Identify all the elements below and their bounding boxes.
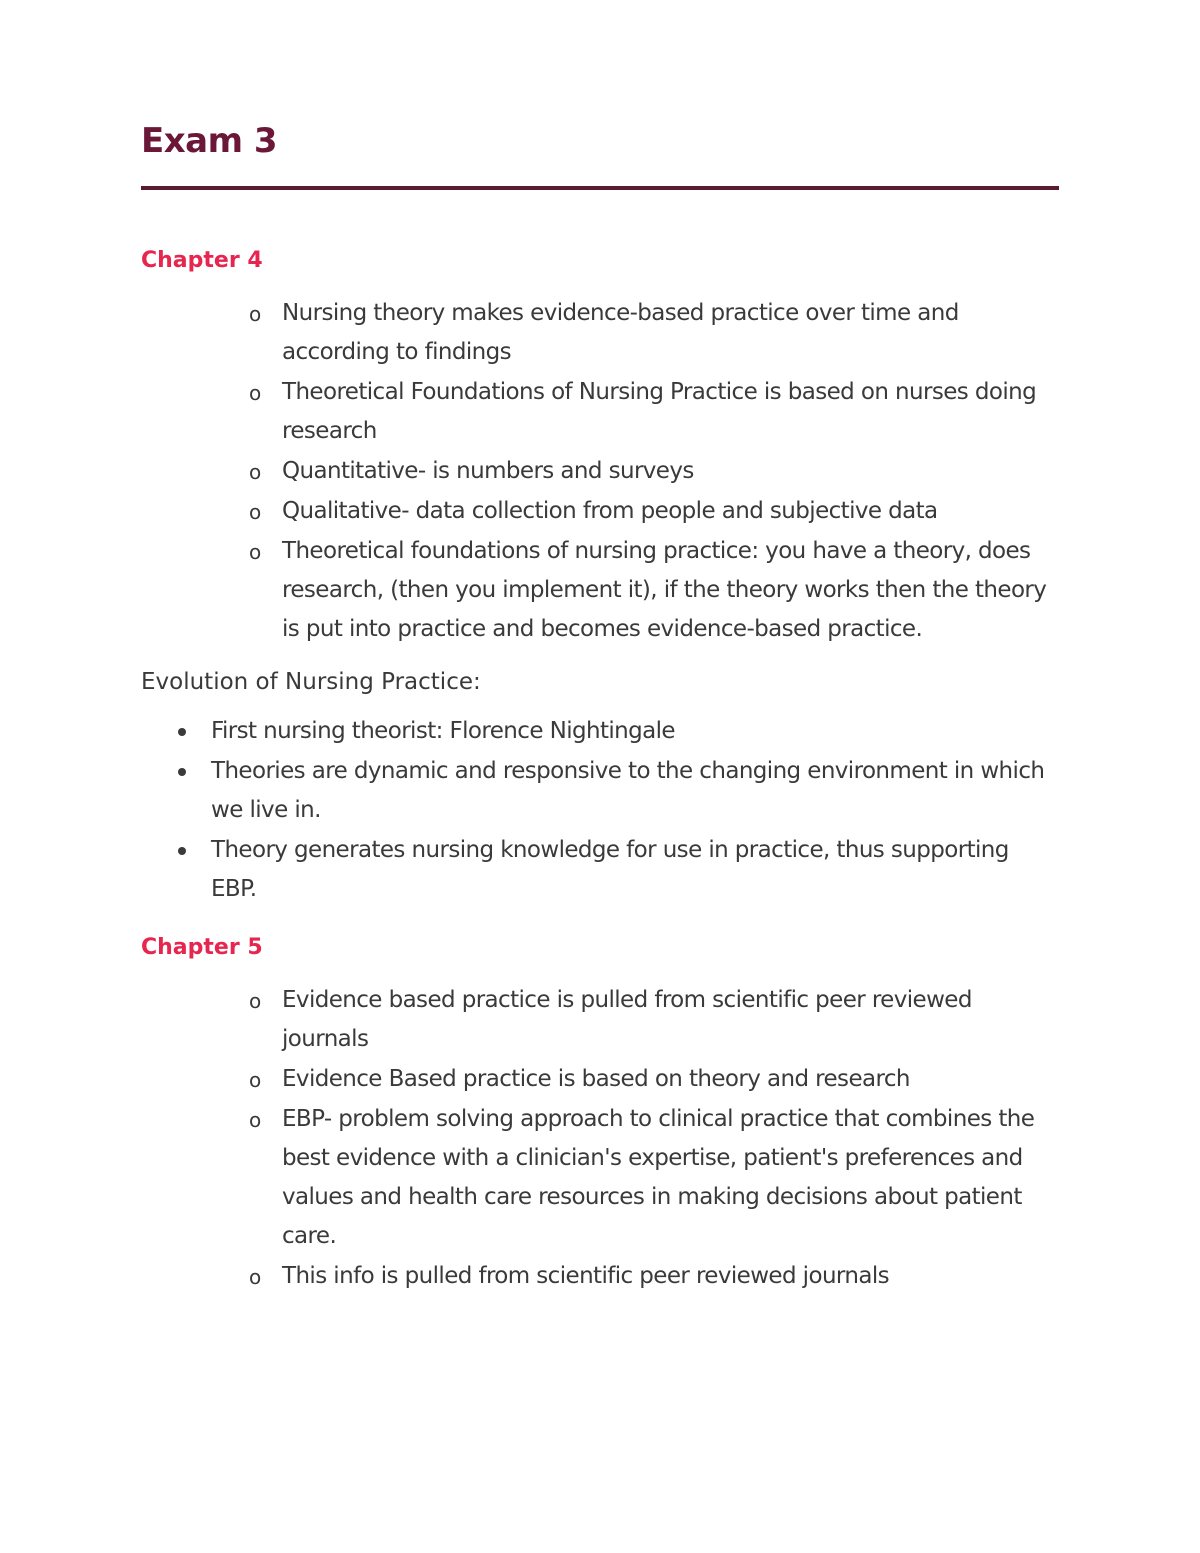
document-page [141,118,1059,1297]
list-item: o This info is pulled from scientific peer reviewed journals [141,1257,1059,1296]
evolution-heading: Evolution of Nursing Practice: [141,669,481,695]
title-divider [141,186,1059,190]
list-item: o Theoretical foundations of nursing practice: you have a theory, does research, (then you implement it), if the theory works then the theory is put into practice and becomes evidence-based practice. [141,532,1059,649]
list-item: First nursing theorist: Florence Nightingale [141,712,1059,751]
list-item: o Nursing theory makes evidence-based practice over time and according to findings [141,294,1059,372]
evolution-list [141,712,1059,909]
o-bullet-icon: o [249,1068,262,1092]
list-item: o Qualitative- data collection from people and subjective data [141,492,1059,531]
chapter-5-list [141,981,1059,1296]
list-item: o Evidence based practice is pulled from scientific peer reviewed journals [141,981,1059,1059]
chapter-5-heading: Chapter 5 [141,935,263,960]
chapter-4-heading: Chapter 4 [141,248,263,273]
document-title: Exam 3 [141,121,278,161]
bullet-dot-icon [178,768,186,776]
chapter-4-list [141,294,1059,649]
o-bullet-icon: o [249,989,262,1013]
o-bullet-icon: o [249,460,262,484]
o-bullet-icon: o [249,1108,262,1132]
list-item: o Evidence Based practice is based on theory and research [141,1060,1059,1099]
list-item: o EBP- problem solving approach to clinical practice that combines the best evidence with a clinician's expertise, patient's preferences and values and health care resources in making decisions about patient care. [141,1100,1059,1256]
list-item: Theories are dynamic and responsive to the changing environment in which we live in. [141,752,1059,830]
o-bullet-icon: o [249,540,262,564]
bullet-dot-icon [178,847,186,855]
o-bullet-icon: o [249,381,262,405]
o-bullet-icon: o [249,1265,262,1289]
list-item: o Theoretical Foundations of Nursing Practice is based on nurses doing research [141,373,1059,451]
o-bullet-icon: o [249,500,262,524]
list-item: o Quantitative- is numbers and surveys [141,452,1059,491]
bullet-dot-icon [178,728,186,736]
o-bullet-icon: o [249,302,262,326]
list-item: Theory generates nursing knowledge for use in practice, thus supporting EBP. [141,831,1059,909]
